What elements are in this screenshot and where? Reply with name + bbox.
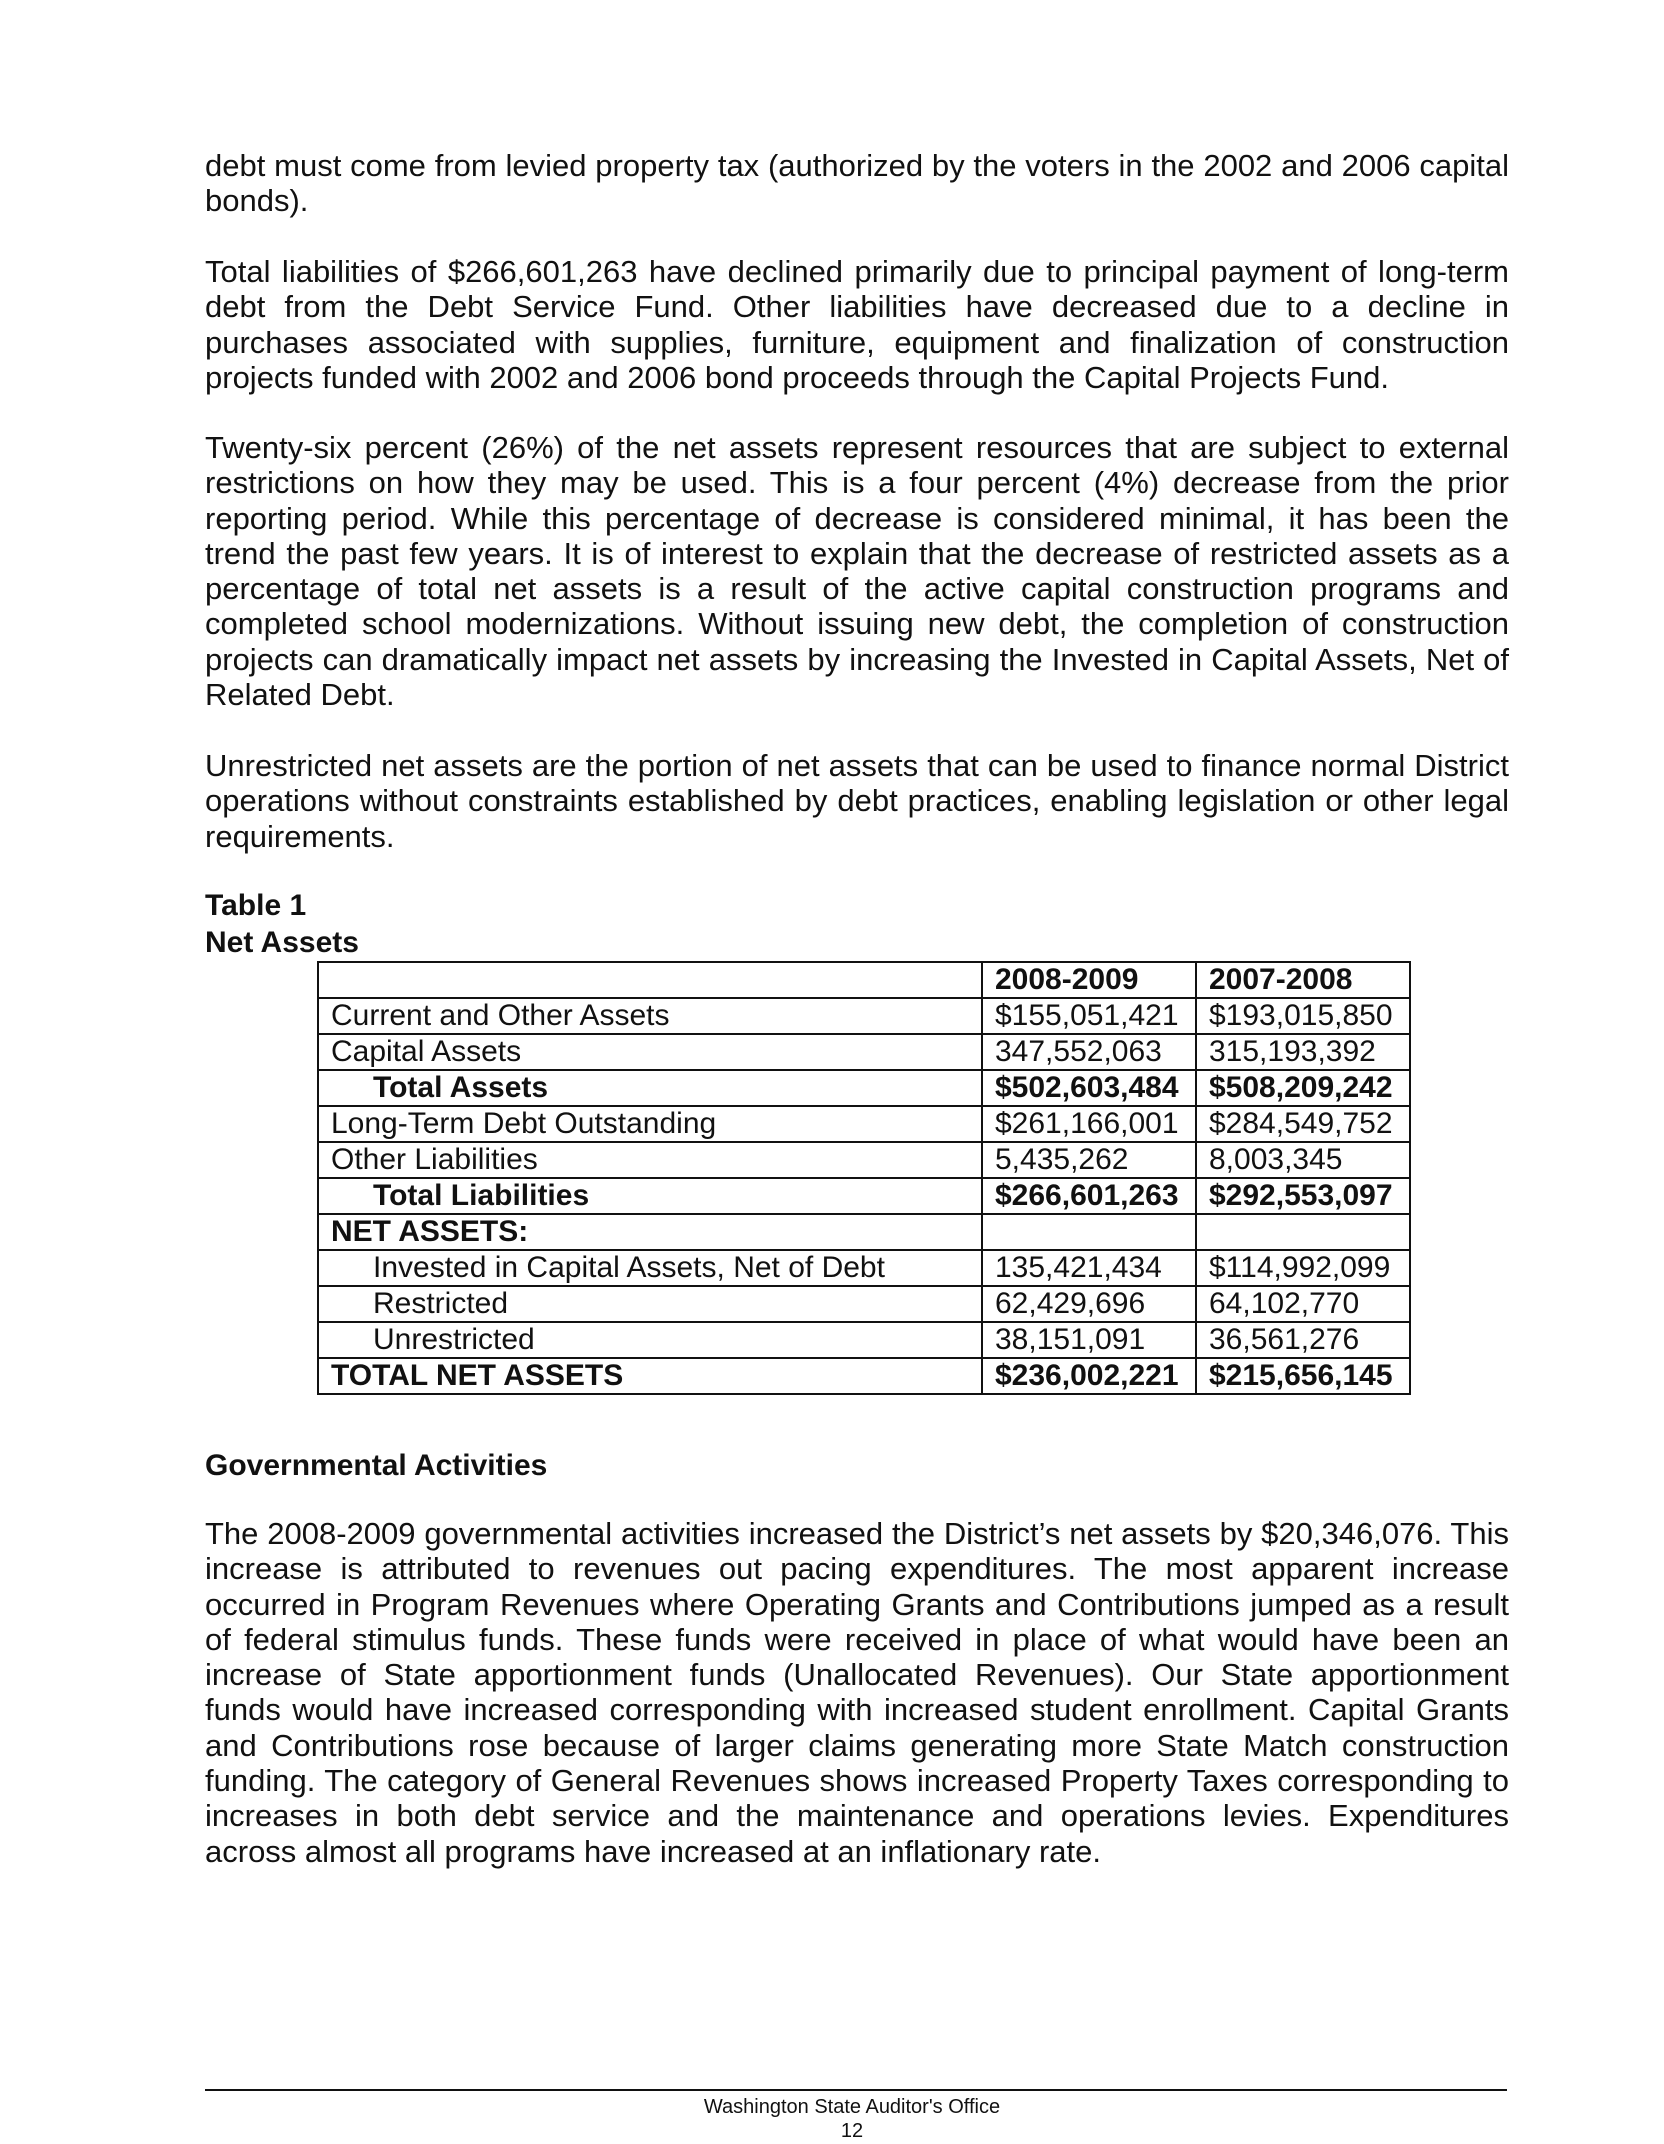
footer-office-name: Washington State Auditor's Office [703, 2096, 1001, 2118]
table-row-total-net-assets [318, 1358, 1410, 1394]
table-row-current-other-assets [318, 998, 1410, 1034]
row-label: TOTAL NET ASSETS [318, 1358, 982, 1394]
row-value-2008-2009 [982, 1214, 1196, 1250]
row-value-2007-2008: 315,193,392 [1196, 1034, 1410, 1070]
row-value-2007-2008: 8,003,345 [1196, 1142, 1410, 1178]
row-value-2008-2009: 347,552,063 [982, 1034, 1196, 1070]
paragraph-restricted-net-assets: Twenty-six percent (26%) of the net assets represent resources that are subject to external restrictions on how they may be used. This is a four percent (4%) decrease from the prior reporting period. While this percentage of decrease is considered minimal, it has been the trend the past few years. It is of interest to explain that the decrease of restricted assets as a percentage of total net assets is a result of the active capital construction programs and completed school modernizations. Without issuing new debt, the completion of construction projects can dramatically impact net assets by increasing the Invested in Capital Assets, Net of Related Debt. [205, 430, 1509, 713]
table-row-net-assets-heading [318, 1214, 1410, 1250]
row-value-2007-2008: $508,209,242 [1196, 1070, 1410, 1106]
column-header-2008-2009: 2008-2009 [982, 962, 1196, 998]
row-value-2008-2009: 62,429,696 [982, 1286, 1196, 1322]
row-label: NET ASSETS: [318, 1214, 982, 1250]
row-value-2008-2009: $266,601,263 [982, 1178, 1196, 1214]
row-value-2007-2008 [1196, 1214, 1410, 1250]
net-assets-table [317, 961, 1411, 1395]
row-value-2007-2008: $215,656,145 [1196, 1358, 1410, 1394]
paragraph-debt-levied-tax: debt must come from levied property tax (authorized by the voters in the 2002 and 2006 capital bonds). [205, 148, 1509, 219]
table-header-row [318, 962, 1410, 998]
table-row-invested-capital-assets [318, 1250, 1410, 1286]
row-label: Restricted [318, 1286, 982, 1322]
row-value-2007-2008: 36,561,276 [1196, 1322, 1410, 1358]
row-label: Current and Other Assets [318, 998, 982, 1034]
paragraph-total-liabilities: Total liabilities of $266,601,263 have declined primarily due to principal payment of long-term debt from the Debt Service Fund. Other liabilities have decreased due to a decline in purchases associated with supplies, furniture, equipment and finalization of construction projects funded with 2002 and 2006 bond proceeds through the Capital Projects Fund. [205, 254, 1509, 395]
table-caption-title: Net Assets [205, 926, 359, 959]
row-value-2008-2009: $236,002,221 [982, 1358, 1196, 1394]
row-value-2008-2009: 5,435,262 [982, 1142, 1196, 1178]
row-label: Capital Assets [318, 1034, 982, 1070]
column-header-2007-2008: 2007-2008 [1196, 962, 1410, 998]
row-label: Total Assets [318, 1070, 982, 1106]
table-row-other-liabilities [318, 1142, 1410, 1178]
table-row-total-liabilities [318, 1178, 1410, 1214]
paragraph-unrestricted-net-assets: Unrestricted net assets are the portion of net assets that can be used to finance normal District operations without constraints established by debt practices, enabling legislation or other legal requirements. [205, 748, 1509, 854]
table-header-blank-cell [318, 962, 982, 998]
table-row-total-assets [318, 1070, 1410, 1106]
table-row-unrestricted [318, 1322, 1410, 1358]
row-label: Long-Term Debt Outstanding [318, 1106, 982, 1142]
row-label: Other Liabilities [318, 1142, 982, 1178]
table-row-capital-assets [318, 1034, 1410, 1070]
row-label: Unrestricted [318, 1322, 982, 1358]
table-caption-number: Table 1 [205, 889, 307, 922]
row-value-2008-2009: $155,051,421 [982, 998, 1196, 1034]
table-row-long-term-debt [318, 1106, 1410, 1142]
paragraph-governmental-activities: The 2008-2009 governmental activities increased the District’s net assets by $20,346,076. This increase is attributed to revenues out pacing expenditures. The most apparent increase occurred in Program Revenues where Operating Grants and Contributions jumped as a result of federal stimulus funds. These funds were received in place of what would have been an increase of State apportionment funds (Unallocated Revenues). Our State apportionment funds would have increased corresponding with increased student enrollment. Capital Grants and Contributions rose because of larger claims generating more State Match construction funding. The category of General Revenues shows increased Property Taxes corresponding to increases in both debt service and the maintenance and operations levies. Expenditures across almost all programs have increased at an inflationary rate. [205, 1516, 1509, 1869]
footer-page-number: 12 [840, 2120, 864, 2142]
row-value-2008-2009: 38,151,091 [982, 1322, 1196, 1358]
footer-divider [205, 2089, 1507, 2091]
section-heading-governmental-activities: Governmental Activities [205, 1449, 548, 1482]
row-value-2007-2008: $114,992,099 [1196, 1250, 1410, 1286]
row-value-2008-2009: $261,166,001 [982, 1106, 1196, 1142]
row-value-2007-2008: $284,549,752 [1196, 1106, 1410, 1142]
row-label: Total Liabilities [318, 1178, 982, 1214]
row-label: Invested in Capital Assets, Net of Debt [318, 1250, 982, 1286]
table-row-restricted [318, 1286, 1410, 1322]
row-value-2007-2008: $292,553,097 [1196, 1178, 1410, 1214]
row-value-2007-2008: $193,015,850 [1196, 998, 1410, 1034]
row-value-2008-2009: 135,421,434 [982, 1250, 1196, 1286]
row-value-2007-2008: 64,102,770 [1196, 1286, 1410, 1322]
row-value-2008-2009: $502,603,484 [982, 1070, 1196, 1106]
